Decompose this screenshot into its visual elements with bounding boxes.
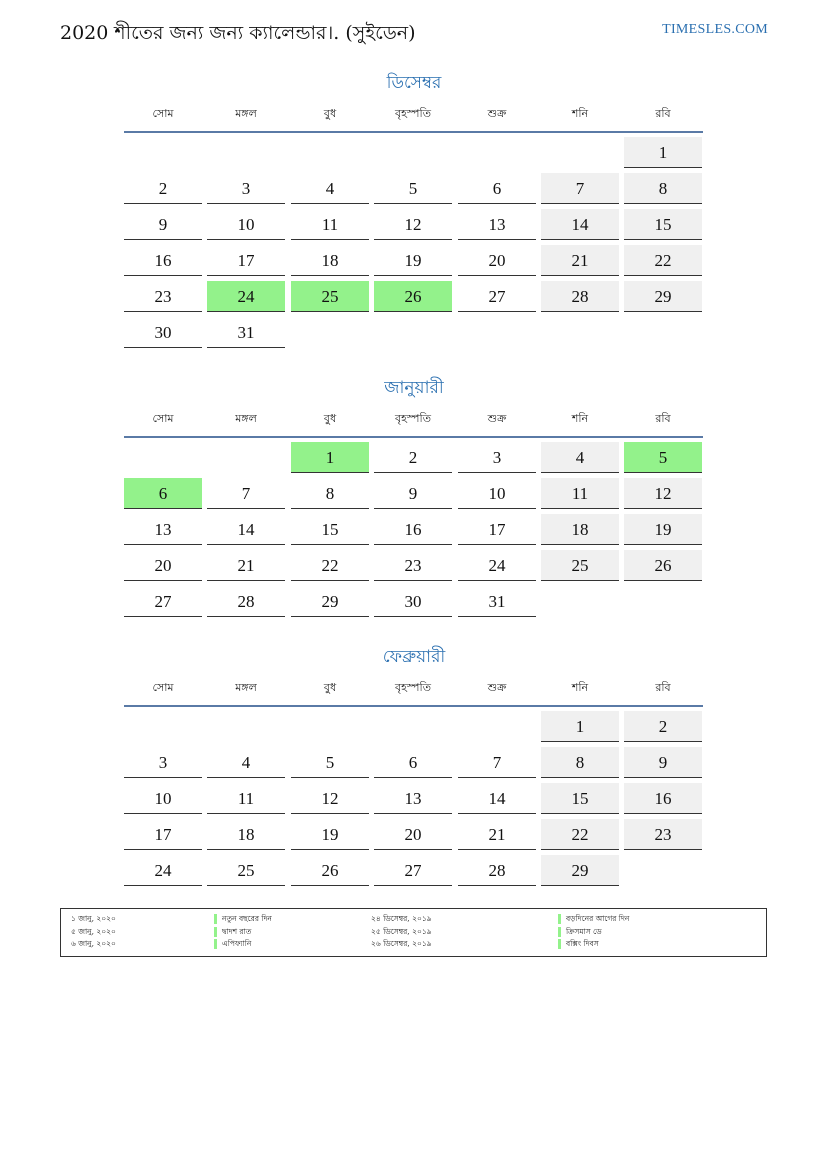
legend-date: ১ জানু, ২০২০ — [71, 914, 116, 923]
legend-marker — [214, 914, 217, 924]
header-divider — [124, 131, 703, 133]
day-cell[interactable]: 26 — [374, 281, 452, 312]
day-cell[interactable]: 15 — [624, 209, 702, 240]
day-cell[interactable]: 10 — [124, 783, 202, 814]
day-cell[interactable]: 20 — [458, 245, 536, 276]
legend-date: ৬ জানু, ২০২০ — [71, 939, 116, 948]
day-cell[interactable]: 30 — [374, 586, 452, 617]
day-cell[interactable]: 28 — [207, 586, 285, 617]
page-title: 2020 শীতের জন্য জন্য ক্যালেন্ডার।. (সুইডেন) — [60, 22, 416, 44]
legend-marker — [558, 939, 561, 949]
day-cell[interactable]: 1 — [541, 711, 619, 742]
day-cell[interactable]: 17 — [207, 245, 285, 276]
legend-holiday-name: ক্রিসমাস ডে — [566, 926, 602, 936]
month-title: ডিসেম্বর — [386, 73, 442, 93]
day-cell[interactable]: 7 — [207, 478, 285, 509]
holiday-legend — [60, 908, 767, 957]
day-cell[interactable]: 8 — [291, 478, 369, 509]
legend-date: ২৬ ডিসেম্বর, ২০১৯ — [371, 939, 432, 948]
day-cell[interactable]: 26 — [291, 855, 369, 886]
month-title: ফেব্রুয়ারী — [382, 647, 446, 667]
site-link[interactable]: TIMESLES.COM — [662, 22, 768, 37]
day-cell[interactable]: 16 — [124, 245, 202, 276]
day-cell[interactable]: 30 — [124, 317, 202, 348]
day-cell[interactable]: 4 — [207, 747, 285, 778]
day-cell[interactable]: 2 — [624, 711, 702, 742]
day-cell[interactable]: 7 — [458, 747, 536, 778]
weekday-label: রবি — [655, 412, 671, 425]
day-cell[interactable]: 13 — [374, 783, 452, 814]
weekday-label: মঙ্গল — [235, 681, 257, 694]
day-cell[interactable]: 20 — [124, 550, 202, 581]
day-cell[interactable]: 6 — [458, 173, 536, 204]
weekday-label: সোম — [152, 412, 174, 425]
day-cell[interactable]: 7 — [541, 173, 619, 204]
day-cell[interactable]: 8 — [541, 747, 619, 778]
day-cell[interactable]: 27 — [374, 855, 452, 886]
weekday-label: বৃহস্পতি — [395, 681, 431, 694]
day-cell[interactable]: 13 — [124, 514, 202, 545]
legend-row — [61, 913, 766, 925]
weekday-label: শনি — [571, 681, 589, 694]
weekday-label: রবি — [655, 681, 671, 694]
day-cell[interactable]: 21 — [207, 550, 285, 581]
day-cell[interactable]: 17 — [458, 514, 536, 545]
day-cell[interactable]: 18 — [541, 514, 619, 545]
day-cell[interactable]: 5 — [624, 442, 702, 473]
day-cell[interactable]: 14 — [458, 783, 536, 814]
legend-marker — [558, 927, 561, 937]
day-cell[interactable]: 1 — [624, 137, 702, 168]
day-cell[interactable]: 14 — [541, 209, 619, 240]
day-cell[interactable]: 18 — [207, 819, 285, 850]
day-cell[interactable]: 22 — [291, 550, 369, 581]
weekday-label: সোম — [152, 107, 174, 120]
day-cell[interactable]: 16 — [624, 783, 702, 814]
weekday-header — [124, 670, 704, 706]
weekday-header — [124, 401, 704, 437]
day-cell[interactable]: 24 — [207, 281, 285, 312]
day-cell[interactable]: 31 — [458, 586, 536, 617]
day-cell[interactable]: 10 — [207, 209, 285, 240]
day-cell[interactable]: 28 — [541, 281, 619, 312]
day-cell[interactable]: 3 — [207, 173, 285, 204]
legend-holiday-name: নতুন বছরের দিন — [222, 914, 272, 923]
day-cell[interactable]: 9 — [124, 209, 202, 240]
day-cell[interactable]: 19 — [291, 819, 369, 850]
legend-date: ২৪ ডিসেম্বর, ২০১৯ — [371, 914, 432, 923]
weekday-label: শনি — [571, 412, 589, 425]
day-cell[interactable]: 9 — [624, 747, 702, 778]
day-cell[interactable]: 16 — [374, 514, 452, 545]
day-cell[interactable]: 21 — [541, 245, 619, 276]
day-cell[interactable]: 31 — [207, 317, 285, 348]
day-cell[interactable]: 9 — [374, 478, 452, 509]
day-cell[interactable]: 22 — [541, 819, 619, 850]
day-cell[interactable]: 27 — [124, 586, 202, 617]
header-divider — [124, 705, 703, 707]
month-calendar — [124, 644, 704, 880]
day-cell[interactable]: 12 — [291, 783, 369, 814]
month-calendar — [124, 70, 704, 342]
day-cell[interactable]: 11 — [207, 783, 285, 814]
day-cell[interactable]: 25 — [541, 550, 619, 581]
weekday-header — [124, 96, 704, 132]
day-cell[interactable]: 15 — [541, 783, 619, 814]
weekday-label: বৃহস্পতি — [395, 107, 431, 120]
legend-row — [61, 938, 766, 950]
day-cell[interactable]: 11 — [291, 209, 369, 240]
day-cell[interactable]: 11 — [541, 478, 619, 509]
day-cell[interactable]: 29 — [291, 586, 369, 617]
weekday-label: সোম — [152, 681, 174, 694]
day-cell[interactable]: 12 — [374, 209, 452, 240]
day-cell[interactable]: 23 — [374, 550, 452, 581]
day-cell[interactable]: 18 — [291, 245, 369, 276]
day-cell[interactable]: 20 — [374, 819, 452, 850]
day-cell[interactable]: 3 — [124, 747, 202, 778]
weekday-label: শনি — [571, 107, 589, 120]
weekday-label: শুক্র — [487, 681, 507, 694]
legend-holiday-name: দ্বাদশ রাত — [222, 926, 252, 936]
weekday-label: বুধ — [323, 412, 337, 425]
day-cell[interactable]: 25 — [291, 281, 369, 312]
day-cell[interactable]: 14 — [207, 514, 285, 545]
day-cell[interactable]: 10 — [458, 478, 536, 509]
day-cell[interactable]: 3 — [458, 442, 536, 473]
day-cell[interactable]: 27 — [458, 281, 536, 312]
legend-holiday-name: এপিফ্যানি — [222, 939, 252, 948]
day-cell[interactable]: 15 — [291, 514, 369, 545]
day-cell[interactable]: 2 — [124, 173, 202, 204]
day-cell[interactable]: 5 — [374, 173, 452, 204]
weekday-label: বৃহস্পতি — [395, 412, 431, 425]
day-cell[interactable]: 13 — [458, 209, 536, 240]
weekday-label: মঙ্গল — [235, 107, 257, 120]
day-cell[interactable]: 21 — [458, 819, 536, 850]
weekday-label: বুধ — [323, 681, 337, 694]
day-cell[interactable]: 25 — [207, 855, 285, 886]
day-cell[interactable]: 24 — [124, 855, 202, 886]
legend-marker — [558, 914, 561, 924]
day-cell[interactable]: 17 — [124, 819, 202, 850]
month-calendar — [124, 375, 704, 611]
legend-row — [61, 926, 766, 938]
day-cell[interactable]: 28 — [458, 855, 536, 886]
weekday-label: রবি — [655, 107, 671, 120]
day-cell[interactable]: 22 — [624, 245, 702, 276]
weekday-label: মঙ্গল — [235, 412, 257, 425]
day-cell[interactable]: 24 — [458, 550, 536, 581]
legend-marker — [214, 927, 217, 937]
day-cell[interactable]: 23 — [624, 819, 702, 850]
legend-date: ২৫ ডিসেম্বর, ২০১৯ — [371, 926, 432, 936]
day-cell[interactable]: 4 — [291, 173, 369, 204]
legend-marker — [214, 939, 217, 949]
day-cell[interactable]: 1 — [291, 442, 369, 473]
legend-date: ৫ জানু, ২০২০ — [71, 926, 116, 936]
weekday-label: শুক্র — [487, 107, 507, 120]
header-divider — [124, 436, 703, 438]
day-cell[interactable]: 8 — [624, 173, 702, 204]
weekday-label: বুধ — [323, 107, 337, 120]
day-cell[interactable]: 29 — [541, 855, 619, 886]
weekday-label: শুক্র — [487, 412, 507, 425]
day-cell[interactable]: 6 — [124, 478, 202, 509]
day-cell[interactable]: 23 — [124, 281, 202, 312]
day-cell[interactable]: 5 — [291, 747, 369, 778]
day-cell[interactable]: 26 — [624, 550, 702, 581]
day-cell[interactable]: 29 — [624, 281, 702, 312]
legend-holiday-name: বক্সিং দিবস — [566, 939, 599, 948]
day-cell[interactable]: 6 — [374, 747, 452, 778]
day-cell[interactable]: 2 — [374, 442, 452, 473]
month-title: জানুয়ারী — [384, 378, 444, 398]
day-cell[interactable]: 12 — [624, 478, 702, 509]
legend-holiday-name: বড়দিনের আগের দিন — [566, 914, 630, 923]
day-cell[interactable]: 19 — [374, 245, 452, 276]
day-cell[interactable]: 19 — [624, 514, 702, 545]
day-cell[interactable]: 4 — [541, 442, 619, 473]
